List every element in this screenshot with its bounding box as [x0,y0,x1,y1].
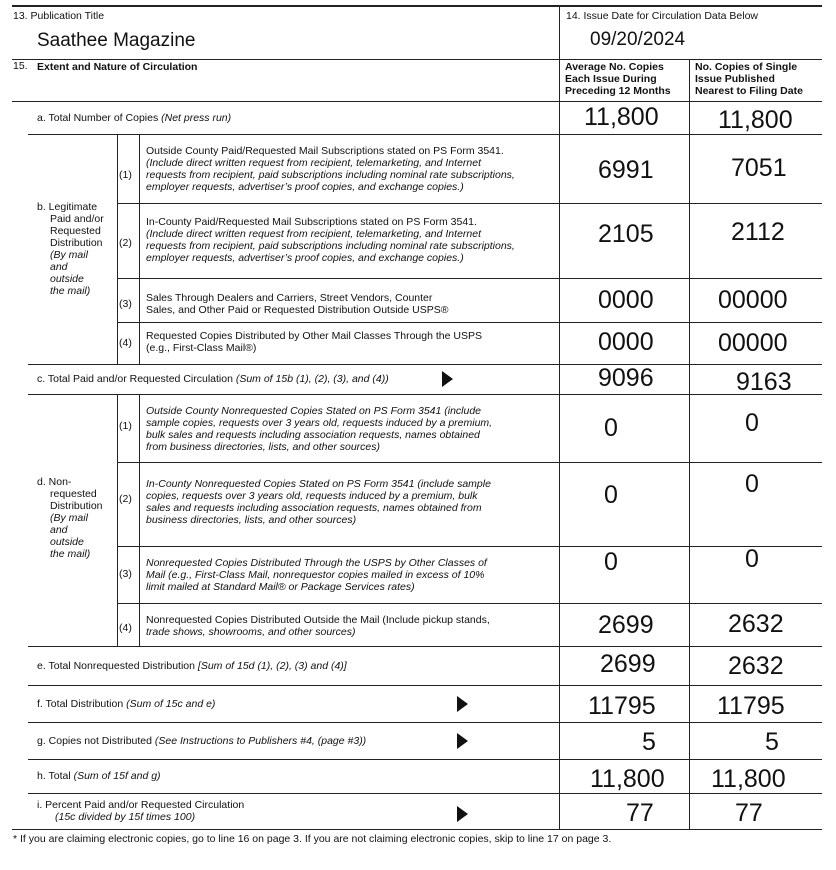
row-b4-single: 00000 [718,329,788,357]
arrow-icon [457,733,468,749]
row-d1-num: (1) [119,420,132,432]
row-i-avg: 77 [626,799,654,827]
rule [117,462,822,463]
row-d2-text: In-County Nonrequested Copies Stated on PS Form 3541 (include sample copies, requests over 3 years old, requests induced by a premium, bulk sales and requests including association requests, names obtained from business directories, lists, and other sources) [146,478,491,526]
row-g-single: 5 [765,728,779,756]
row-d3-num: (3) [119,568,132,580]
row-d2-avg: 0 [604,481,618,509]
col-divider [689,59,690,829]
group-d-label: d. Non- requested Distribution (By mail and outside the mail) [37,476,103,560]
row-d2-num: (2) [119,493,132,505]
arrow-icon [442,371,453,387]
row-e-avg: 2699 [600,650,656,678]
row-d4-num: (4) [119,622,132,634]
row-b1-num: (1) [119,169,132,181]
row-c-label: c. Total Paid and/or Requested Circulation (Sum of 15b (1), (2), (3), and (4)) [37,373,389,385]
rule [28,394,822,395]
rule [117,203,822,204]
row-d3-avg: 0 [604,548,618,576]
row-b1-avg: 6991 [598,156,654,184]
row-d1-single: 0 [745,409,759,437]
row-f-label: f. Total Distribution (Sum of 15c and e) [37,698,216,710]
rule [28,364,822,365]
row-i-single: 77 [735,799,763,827]
row-b4-avg: 0000 [598,328,654,356]
row-g-label: g. Copies not Distributed (See Instructions to Publishers #4, (page #3)) [37,735,367,747]
rule [12,59,822,60]
row-d1-text: Outside County Nonrequested Copies Stated on PS Form 3541 (include sample copies, requests over 3 years old, requests induced by a premium, bulk sales and requests including association requests, names obtained from business directories, lists, and other sources) [146,405,493,453]
publication-title: Saathee Magazine [37,30,196,51]
row-b2-single: 2112 [731,218,785,246]
rule [28,722,822,723]
row-a-avg: 11,800 [584,103,659,131]
row-h-label: h. Total (Sum of 15f and g) [37,770,161,782]
row-d4-avg: 2699 [598,611,654,639]
rule [28,793,822,794]
row-h-avg: 11,800 [590,765,665,793]
row-e-label: e. Total Nonrequested Distribution [Sum of 15d (1), (2), (3) and (4)] [37,660,347,672]
arrow-icon [457,696,468,712]
group-divider [117,394,118,646]
row-c-avg: 9096 [598,364,654,392]
row-a-single: 11,800 [718,106,793,134]
group-b-label: b. Legitimate Paid and/or Requested Distribution (By mail and outside the mail) [37,201,104,297]
rule [12,829,822,830]
rule [117,603,822,604]
top-rule [12,5,822,7]
row-d3-text: Nonrequested Copies Distributed Through the USPS by Other Classes of Mail (e.g., First-Class Mail, nonrequestor copies mailed in excess of 10% limit mailed at Standard Mail® or Package Services rates) [146,557,487,593]
row-b1-single: 7051 [731,154,787,182]
rule [28,685,822,686]
row-h-single: 11,800 [711,765,786,793]
row-b3-single: 00000 [718,286,788,314]
row-b3-text: Sales Through Dealers and Carriers, Street Vendors, Counter Sales, and Other Paid or Requested Distribution Outside USPS® [146,292,449,316]
row-f-avg: 11795 [588,692,656,720]
row-b2-text: In-County Paid/Requested Mail Subscriptions stated on PS Form 3541. (Include direct written request from recipient, telemarketing, and Internet requests from recipient, paid subscriptions including nominal rate subscriptions, employer requests, advertiser’s proof copies, and exchange copies.) [146,216,515,264]
row-b4-num: (4) [119,337,132,349]
row-d4-text: Nonrequested Copies Distributed Outside the Mail (Include pickup stands, trade shows, showrooms, and other sources) [146,614,490,638]
col-header-single: No. Copies of Single Issue Published Nearest to Filing Date [695,61,803,97]
row-a-label: a. Total Number of Copies (Net press run) [37,112,232,124]
rule [117,278,822,279]
rule [117,546,822,547]
group-divider [139,394,140,646]
row-b3-num: (3) [119,298,132,310]
row-d4-single: 2632 [728,610,784,638]
row-e-single: 2632 [728,652,784,680]
row-g-avg: 5 [642,728,656,756]
row-d3-single: 0 [745,545,759,573]
arrow-icon [457,806,468,822]
row-f-single: 11795 [717,692,785,720]
row-b1-text: Outside County Paid/Requested Mail Subscriptions stated on PS Form 3541. (Include direct written request from recipient, telemarketing, and Internet requests from recipient, paid subscriptions including nominal rate subscriptions, employer requests, advertiser’s proof copies, and exchange copies.) [146,145,515,193]
row-c-single: 9163 [736,368,792,396]
publication-title-label: 13. Publication Title [13,10,105,22]
row-d1-avg: 0 [604,414,618,442]
row-b4-text: Requested Copies Distributed by Other Mail Classes Through the USPS (e.g., First-Class Mail®) [146,330,482,354]
section-15-num: 15. [13,60,28,72]
col-header-average: Average No. Copies Each Issue During Preceding 12 Months [565,61,671,97]
section-15-title: Extent and Nature of Circulation [37,61,198,73]
issue-date: 09/20/2024 [590,29,686,50]
row-i-label: i. Percent Paid and/or Requested Circulation (15c divided by 15f times 100) [37,799,245,823]
col-divider [559,5,560,829]
rule [28,134,822,135]
issue-date-label: 14. Issue Date for Circulation Data Below [566,10,759,22]
group-divider [117,134,118,364]
rule [28,759,822,760]
footnote: * If you are claiming electronic copies, go to line 16 on page 3. If you are not claiming electronic copies, skip to line 17 on page 3. [13,833,612,845]
rule [117,322,822,323]
rule [28,646,822,647]
row-b3-avg: 0000 [598,286,654,314]
group-divider [139,134,140,364]
row-b2-avg: 2105 [598,220,654,248]
row-d2-single: 0 [745,470,759,498]
rule [12,101,822,102]
row-b2-num: (2) [119,237,132,249]
